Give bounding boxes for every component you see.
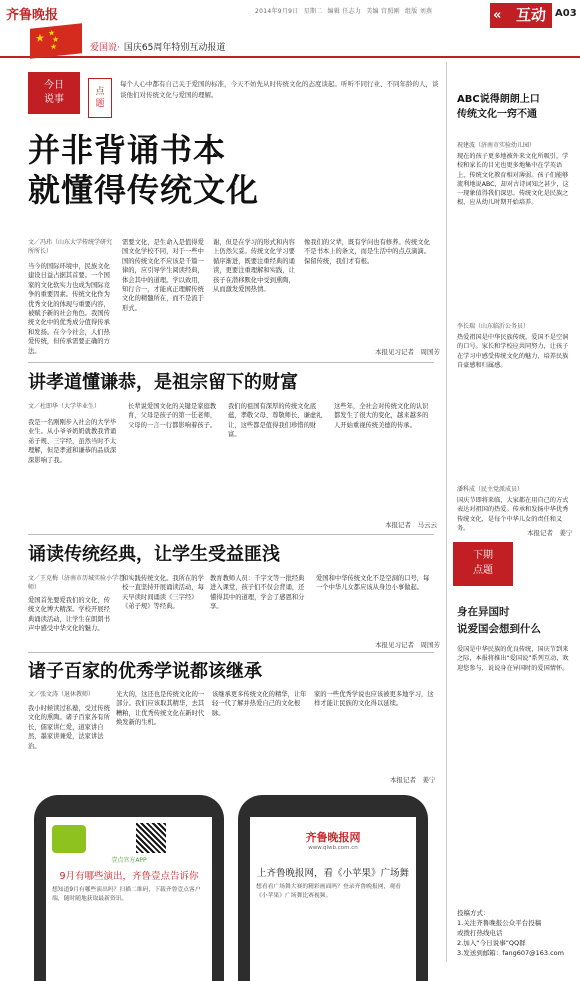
column-divider	[446, 62, 447, 962]
badge-line: 点	[95, 87, 105, 97]
article1-col1: 当今的国际环境中，民族文化建设日益占据其首要。一个国家的文化软实力也成为国际竞争的重要因素。传统文化作为优秀文化的体现与重要内容，被赋予新的社会角色。我国传统文化中的优秀成分值得传承和发扬。在今今社会，人们热爱传统，但传承需要正确的方法。	[28, 263, 110, 354]
howto-line: 1.关注齐鲁晚报公众平台投稿	[457, 919, 542, 927]
article3-col4: 爱国和中华传统文化不是空洞的口号，每一个中华儿女都应该从身边小事做起。	[316, 575, 430, 592]
banner-subtitle-red: 爱国说·	[90, 43, 120, 53]
phone-screen	[250, 817, 416, 981]
lead-paragraph: 每个人心中都有自己关于爱国的标准，今天不妨先从时传统文化的态度谈起。听听不同行业、不同年龄的人，谈谈他们对传统文化与爱国的理解。	[120, 80, 439, 99]
article2-col2: 长辈说爱国文化的关键是家庭教育，父母是孩子的第一任老师，父母的一言一行都影响着孩子。	[128, 403, 217, 429]
weekday: 星期二	[303, 8, 323, 15]
layout: 组版 刘燕	[404, 8, 433, 15]
badge-line: 说事	[44, 94, 64, 105]
ad-text: 想看看广场舞大赛的精彩画面吗？登录齐鲁晚报网，观看《小苹果》广场舞比赛视频。	[256, 884, 401, 899]
howto-line: 2.加入“今日说事”QQ群	[457, 939, 526, 947]
article3-reporter: 本报见习记者 周国芳	[375, 641, 440, 649]
article1-reporter: 本报见习记者 周国芳	[375, 348, 440, 356]
article4-col4: 家的一些优秀学说也应该被更多地学习，这样才能让民族的文化得以延续。	[314, 691, 434, 708]
article4-col2: 光大的，这还也是传统文化的一部分。我们应该取其精华，去其糟粕，让优秀传统文化在新时代焕发新的生机。	[116, 691, 205, 727]
article2-title: 讲孝道懂谦恭，是祖宗留下的财富	[28, 372, 298, 393]
badge-line: 点题	[473, 565, 493, 576]
article3-title: 诵读传统经典，让学生受益匪浅	[28, 544, 280, 565]
article1-title	[28, 130, 259, 210]
ad-title: 上齐鲁晚报网，看《小苹果》广场舞	[256, 868, 409, 879]
sidebar-byline2: 李长瑞（山东临沂公务员）	[457, 323, 530, 330]
site-url[interactable]: www.qlwb.com.cn	[308, 845, 358, 851]
badge-line: 题	[95, 99, 105, 109]
title-line: 传统文化一窍不通	[457, 109, 537, 120]
howto-line: 或拨打热线电话	[457, 929, 503, 937]
app-icon	[52, 825, 86, 853]
ad-title: 9月有哪些演出，齐鲁壹点告诉你	[59, 871, 199, 882]
divider	[28, 652, 434, 653]
section-label: 互动	[515, 6, 546, 24]
article2-col1: 我是一名刚刚步入社会的大学毕业生。从小爷爷奶奶就教我背诵弟子规、三字经，虽然当时不太理解，但是孝道和谦恭的品质深深影响了我。	[28, 419, 117, 464]
flag-icon: ★ ★ ★ ★	[30, 23, 82, 58]
page-number: A03	[555, 8, 577, 19]
article2-col3: 我们的祖国有深厚的传统文化底蕴，孝敬父母、尊敬师长、谦虚礼让，这些都是值得我们珍惜的财富。	[228, 403, 323, 439]
phone-ad-app	[34, 795, 224, 981]
next-topic-badge	[453, 542, 513, 586]
title-line: 就懂得传统文化	[28, 171, 260, 209]
phone-ad-web	[238, 795, 428, 981]
article4-col1: 我小时候读过私塾，受过传统文化的熏陶。诸子百家各有所长，儒家讲仁爱，道家讲自然，墨家讲兼爱，法家讲法治。	[28, 705, 110, 750]
article4-col3: 该继承更多传统文化的精华，让年轻一代了解并热爱自己的文化根脉。	[212, 691, 307, 717]
qr-code-icon[interactable]	[136, 823, 166, 853]
title-line: 说爱国会想到什么	[457, 623, 541, 635]
ad-icons	[52, 821, 206, 855]
focus-badge	[88, 78, 112, 118]
article3-col2: 和实践传统文化。我所在的学校一直坚持开展诵读活动，每天早读时间诵读《三字经》《弟子规》等经典。	[122, 575, 204, 611]
article4-reporter: 本报记者 姜宁	[390, 776, 436, 784]
title-line: 身在异国时	[457, 606, 510, 618]
date: 2014年9月9日	[255, 8, 299, 15]
article3-col1: 爱国首先要爱我们的文化，传统文化博大精深。学校开展经典诵读活动，让学生在朗朗书声中感受中华文化的魅力。	[28, 597, 110, 633]
phone-screen	[46, 817, 212, 981]
today-badge	[28, 72, 80, 114]
sidebar-title	[457, 92, 540, 122]
article2-col4: 这些年，全社会对传统文化的认识都发生了很大的变化，越来越多的人开始重视传统美德的传承。	[334, 403, 429, 429]
banner-subtitle-text: 国庆65周年特别互动报道	[123, 43, 226, 53]
next-topic-title	[457, 604, 541, 638]
sidebar-text2: 热爱祖国是中华民族传统，爱国不是空洞的口号。家长和学校应共同努力，让孩子在学习中感受传统文化的魅力，培养民族自豪感和归属感。	[457, 334, 569, 369]
article1-byline: 文／冯玮（山东大学传统学研究所所长）	[28, 239, 113, 255]
badge-line: 今日	[44, 80, 64, 91]
title-line: 并非背诵书本	[28, 131, 227, 169]
designer: 美编 宫照刚	[366, 8, 400, 15]
next-topic-text: 爱国是中华民族的优良传统，国庆节到来之际，本报将推出“爱国说”系列互动，欢迎您参与，说说身在异国时的爱国情怀。	[457, 646, 569, 672]
app-caption: 壹点官方APP	[111, 857, 147, 864]
editor: 编辑 任志力	[327, 8, 362, 15]
section-tab	[490, 3, 552, 28]
article1-col3: 谢，但是在学习的形式和内容上仍然欠妥。传统文化学习要循序渐进，既要注重经典的诵读，更要注重理解和实践，让孩子在潜移默化中受到熏陶，从而激发爱国热情。	[213, 239, 295, 294]
newspaper-logo: 齐鲁晚报	[6, 8, 59, 23]
sidebar-byline3: 潘科成（民主党派成员）	[457, 486, 524, 493]
masthead	[0, 0, 580, 58]
article1-col2: 需要文化，是生命入是值得爱国文化学校不同，对于一些中国的传统文化不应该是千篇一律的，应引导学生阅读经典，体会其中的道理。学以致用，知行合一，才能真正理解传统文化的精髓所在，而不是流于形式。	[122, 239, 204, 312]
article2-reporter: 本报记者 马云云	[385, 521, 437, 529]
site-logo: 齐鲁晚报网	[305, 831, 361, 844]
article3-col3: 教育教师人员：千字文等一批经典进入课堂，孩子们不仅会背诵，还懂得其中的道理，学会了感恩和分享。	[210, 575, 305, 611]
double-chevron-icon: «	[493, 8, 502, 23]
sidebar-text1: 现在的孩子更多地被外来文化所吸引，学校和家长的目光也更多地集中在学英语上，传统文化教育相对薄弱。孩子们能够流利地说ABC，却对古诗词知之甚少，这一现象值得我们深思。传统文化是民族之根，应从幼儿时期开始培养。	[457, 153, 569, 207]
title-line: ABC说得朗朗上口	[457, 94, 540, 105]
masthead-meta	[255, 6, 437, 15]
article3-byline: 文／王克梅（济南市历城实验小学老师）	[28, 575, 125, 591]
article1-col4: 像我们的父辈，既有学问也有修养。传统文化不是书本上的条文，而是生活中的点点滴滴。保留传统，我们才有根。	[304, 239, 430, 265]
article4-title: 诸子百家的优秀学说都该继承	[28, 661, 262, 682]
howto-email[interactable]: 3.发送到邮箱：fang607@163.com	[457, 949, 564, 957]
badge-line: 下期	[473, 550, 493, 561]
sidebar-reporter: 本报记者 姜宁	[527, 529, 573, 537]
submission-info	[457, 908, 575, 978]
divider	[28, 534, 434, 535]
banner-subtitle	[90, 40, 225, 53]
divider	[28, 362, 434, 363]
sidebar-text3: 国庆节即将来临，大家都在用自己的方式表达对祖国的热爱。传承和发扬中华优秀传统文化，是每个中华儿女的责任和义务。	[457, 497, 569, 532]
article2-byline: 文／杜即华（大学毕业生）	[28, 403, 101, 410]
sidebar-byline1: 祝建波（济南市实验幼儿园）	[457, 142, 536, 149]
ad-text: 想知道9月有哪些演出吗？扫描二维码，下载齐鲁壹点客户端，随时随地获取最新资讯。	[52, 887, 201, 902]
article4-byline: 文／张文涛（退休教师）	[28, 691, 95, 698]
howto-title: 投稿方式：	[457, 909, 490, 917]
